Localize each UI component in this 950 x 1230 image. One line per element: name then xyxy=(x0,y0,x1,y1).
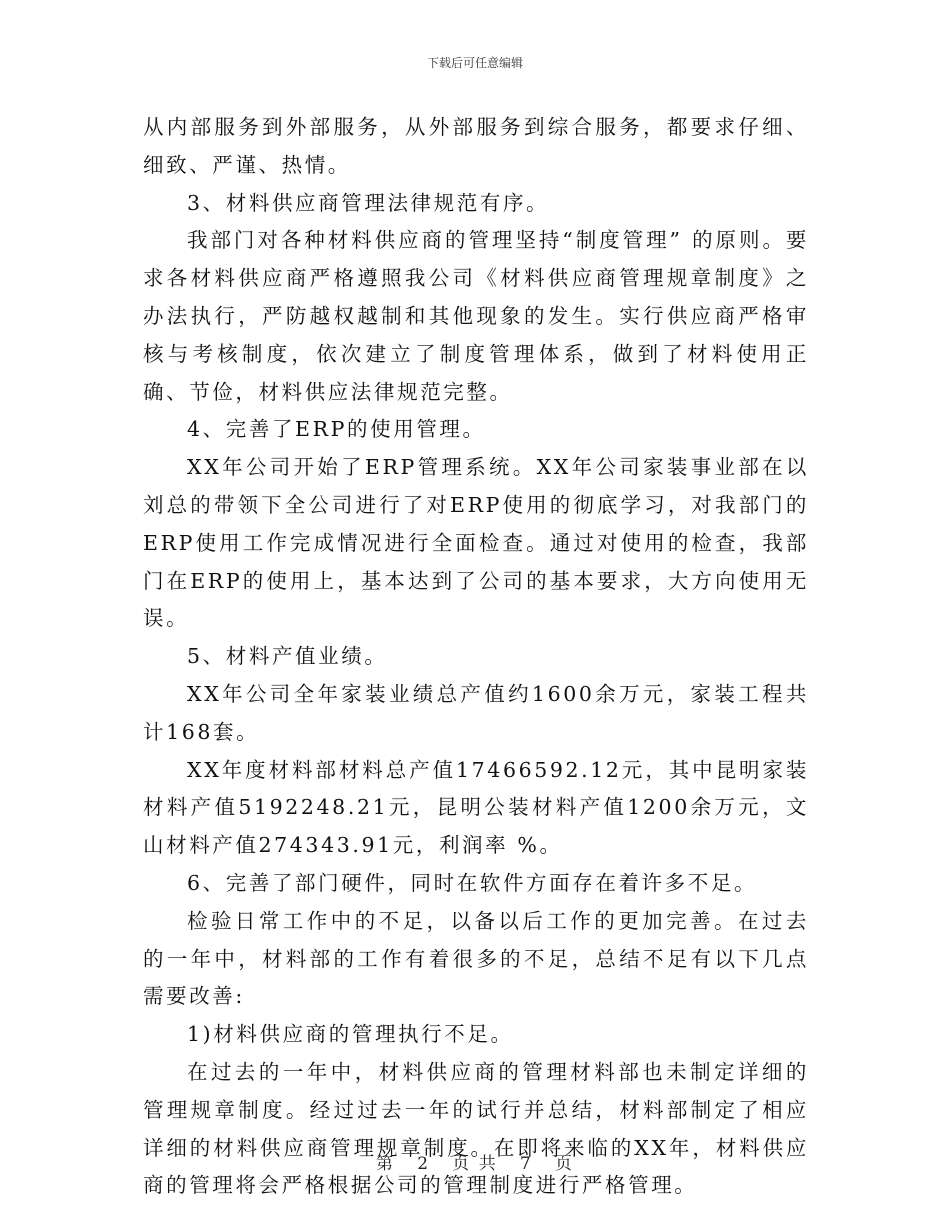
section-heading-4: 4、完善了ERP的使用管理。 xyxy=(187,417,486,442)
list-item-1: 1)材料供应商的管理执行不足。 xyxy=(187,1022,514,1047)
footer-label-pages: 页 xyxy=(554,1154,574,1174)
paragraph-annual-output: XX年公司全年家装业绩总产值约1600余万元，家装工程共计168套。 xyxy=(143,681,809,744)
header-note: 下载后可任意编辑 xyxy=(426,56,523,70)
total-page-count: 7 xyxy=(519,1154,533,1174)
section-heading-6: 6、完善了部门硬件，同时在软件方面存在着许多不足。 xyxy=(187,870,758,895)
paragraph-continuation: 从内部服务到外部服务，从外部服务到综合服务，都要求仔细、细致、严谨、热情。 xyxy=(143,115,809,177)
paragraph-shortcomings: 检验日常工作中的不足，以备以后工作的更加完善。在过去的一年中，材料部的工作有着很多的不足，总结不足有以下几点需要改善: xyxy=(143,908,809,1009)
footer-label-page: 第 xyxy=(376,1154,396,1174)
paragraph-supplier-management: 我部门对各种材料供应商的管理坚持“制度管理” 的原则。要求各材料供应商严格遵照我公司《材料供应商管理规章制度》之办法执行，严防越权越制和其他现象的发生。实行供应商严格审核与考核制度，依次建立了制度管理体系，做到了材料使用正确、节俭，材料供应法律规范完整。 xyxy=(143,228,809,404)
paragraph-material-output: XX年度材料部材料总产值17466592.12元，其中昆明家装材料产值5192248.21元，昆明公装材料产值1200余万元，文山材料产值274343.91元，利润率 %。 xyxy=(143,757,809,858)
section-heading-3: 3、材料供应商管理法律规范有序。 xyxy=(187,190,550,215)
paragraph-supplier-rules: 在过去的一年中，材料供应商的管理材料部也未制定详细的管理规章制度。经过过去一年的试行并总结，材料部制定了相应详细的材料供应商管理规章制度。在即将来临的XX年，材料供应商的管理将会严格根据公司的管理制度进行严格管理。 xyxy=(143,1059,809,1198)
page-footer xyxy=(0,1154,950,1174)
document-body xyxy=(143,109,809,1205)
paragraph-erp: XX年公司开始了ERP管理系统。XX年公司家装事业部在以刘总的带领下全公司进行了对ERP使用的彻底学习，对我部门的ERP使用工作完成情况进行全面检查。通过对使用的检查，我部门在ERP的使用上，基本达到了公司的基本要求，大方向使用无误。 xyxy=(143,455,809,631)
footer-label-of: 页 共 xyxy=(452,1154,498,1174)
section-heading-5: 5、材料产值业绩。 xyxy=(187,644,388,669)
current-page-number: 2 xyxy=(417,1154,431,1174)
